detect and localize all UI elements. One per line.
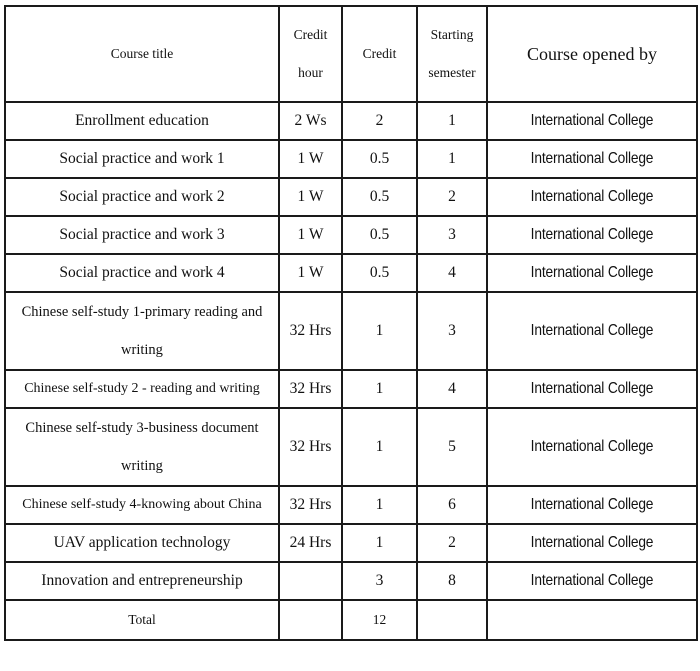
total-semester-cell — [417, 600, 487, 640]
credit-cell: 1 — [342, 524, 417, 562]
header-credit: Credit — [342, 6, 417, 102]
course-title-cell: Social practice and work 2 — [5, 178, 279, 216]
starting-semester-cell: 2 — [417, 524, 487, 562]
header-course-opened-by: Course opened by — [487, 6, 697, 102]
opened-by-cell: International College — [502, 292, 683, 370]
course-title-cell: Chinese self-study 1-primary reading and writing — [5, 292, 279, 370]
starting-semester-cell: 3 — [417, 292, 487, 370]
credit-hour-cell: 1 W — [279, 254, 342, 292]
course-title-cell: Enrollment education — [5, 102, 279, 140]
credit-cell: 0.5 — [342, 254, 417, 292]
header-starting-semester: Starting semester — [417, 6, 487, 102]
table-row — [5, 216, 697, 254]
total-credit: 12 — [342, 600, 417, 640]
header-course-title: Course title — [5, 6, 279, 102]
total-label: Total — [5, 600, 279, 640]
credit-cell: 3 — [342, 562, 417, 600]
course-title-cell: Chinese self-study 4-knowing about China — [5, 486, 279, 524]
starting-semester-cell: 8 — [417, 562, 487, 600]
credit-cell: 1 — [342, 408, 417, 486]
credit-cell: 0.5 — [342, 178, 417, 216]
credit-hour-cell: 2 Ws — [279, 102, 342, 140]
starting-semester-cell: 3 — [417, 216, 487, 254]
header-credit-hour: Credit hour — [279, 6, 342, 102]
table-row — [5, 254, 697, 292]
opened-by-cell: International College — [502, 562, 683, 600]
course-title-cell: Social practice and work 4 — [5, 254, 279, 292]
opened-by-cell: International College — [502, 254, 683, 292]
total-hours-cell — [279, 600, 342, 640]
opened-by-cell: International College — [502, 216, 683, 254]
total-opened-by-cell — [487, 600, 697, 640]
credit-hour-cell: 1 W — [279, 178, 342, 216]
opened-by-cell: International College — [502, 370, 683, 408]
course-title-cell: Chinese self-study 2 - reading and writing — [5, 370, 279, 408]
credit-hour-cell: 32 Hrs — [279, 486, 342, 524]
opened-by-cell: International College — [502, 178, 683, 216]
course-title-cell: Social practice and work 1 — [5, 140, 279, 178]
credit-cell: 0.5 — [342, 140, 417, 178]
table-row — [5, 408, 697, 486]
starting-semester-cell: 4 — [417, 254, 487, 292]
course-title-cell: UAV application technology — [5, 524, 279, 562]
table-row — [5, 562, 697, 600]
table-row — [5, 370, 697, 408]
credit-hour-cell: 24 Hrs — [279, 524, 342, 562]
course-title-cell: Chinese self-study 3-business document writing — [5, 408, 279, 486]
opened-by-cell: International College — [502, 102, 683, 140]
credit-cell: 2 — [342, 102, 417, 140]
credit-cell: 1 — [342, 292, 417, 370]
starting-semester-cell: 4 — [417, 370, 487, 408]
course-title-cell: Social practice and work 3 — [5, 216, 279, 254]
starting-semester-cell: 5 — [417, 408, 487, 486]
starting-semester-cell: 1 — [417, 140, 487, 178]
table-row — [5, 292, 697, 370]
credit-cell: 1 — [342, 486, 417, 524]
course-table — [4, 5, 698, 641]
starting-semester-cell: 6 — [417, 486, 487, 524]
opened-by-cell: International College — [502, 524, 683, 562]
table-row — [5, 486, 697, 524]
credit-cell: 0.5 — [342, 216, 417, 254]
starting-semester-cell: 2 — [417, 178, 487, 216]
credit-hour-cell — [279, 562, 342, 600]
opened-by-cell: International College — [502, 140, 683, 178]
credit-hour-cell: 32 Hrs — [279, 370, 342, 408]
credit-hour-cell: 32 Hrs — [279, 292, 342, 370]
header-row — [5, 6, 697, 102]
table-row — [5, 178, 697, 216]
table-row — [5, 102, 697, 140]
opened-by-cell: International College — [502, 408, 683, 486]
opened-by-cell: International College — [502, 486, 683, 524]
credit-hour-cell: 32 Hrs — [279, 408, 342, 486]
table-row — [5, 524, 697, 562]
course-title-cell: Innovation and entrepreneurship — [5, 562, 279, 600]
credit-hour-cell: 1 W — [279, 216, 342, 254]
credit-cell: 1 — [342, 370, 417, 408]
starting-semester-cell: 1 — [417, 102, 487, 140]
credit-hour-cell: 1 W — [279, 140, 342, 178]
table-row — [5, 140, 697, 178]
total-row — [5, 600, 697, 640]
